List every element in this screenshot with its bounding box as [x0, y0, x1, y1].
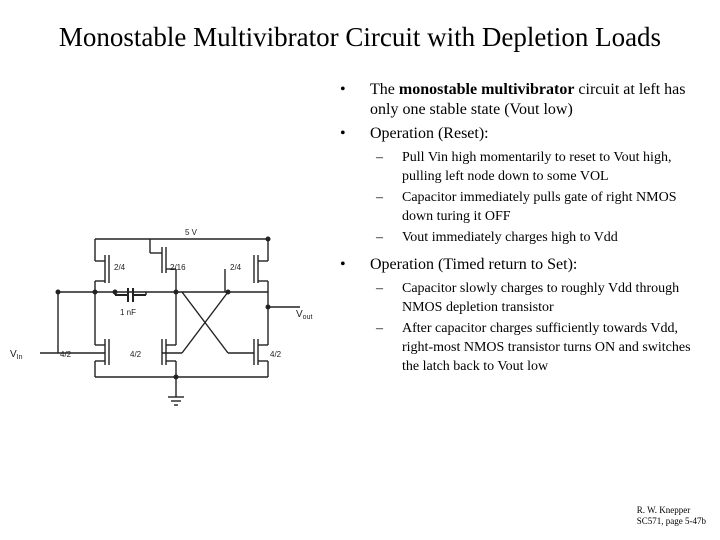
svg-text:Vout: [296, 309, 312, 321]
footer-page: SC571, page 5-47b: [636, 516, 706, 526]
sub-bullet: – Pull Vin high momentarily to reset to Vout high, pulling left node down to some VOL: [376, 150, 672, 184]
sub-bullet: – Capacitor slowly charges to roughly Vdd through NMOS depletion transistor: [376, 281, 680, 315]
supply-label: 5 V: [185, 228, 198, 237]
sub-bullet: – Capacitor immediately pulls gate of right NMOS down turing it OFF: [376, 190, 677, 224]
vin-label: V: [10, 349, 17, 360]
vout-subscript: out: [302, 314, 313, 321]
vin-subscript: In: [16, 354, 23, 361]
cap-label: 1 nF: [120, 308, 137, 317]
vout-label: V: [296, 309, 303, 320]
sub-bullet: – After capacitor charges sufficiently towards Vdd, right-most NMOS transistor turns ON and switches the latch back to Vout low: [376, 321, 691, 374]
sub-bullet: – Vout immediately charges high to Vdd: [376, 230, 618, 245]
svg-text:VIn: [10, 349, 23, 361]
load-right-ratio: 2/4: [230, 263, 242, 272]
load-mid-ratio: 2/16: [170, 263, 186, 272]
circuit-diagram: [0, 225, 330, 415]
in-left-ratio: 4/2: [60, 350, 72, 359]
footer-credit: [637, 505, 706, 527]
bullet-2: • Operation (Reset):: [340, 125, 489, 142]
load-left-ratio: 2/4: [114, 263, 126, 272]
bullet-3: • Operation (Timed return to Set):: [340, 256, 578, 273]
in-mid-ratio: 4/2: [130, 350, 142, 359]
bullet-dot: •: [340, 81, 346, 98]
in-right-ratio: 4/2: [270, 350, 282, 359]
footer-author: R. W. Knepper: [636, 505, 691, 515]
bullet-1: • The monostable multivibrator circuit at left has only one stable state (Vout low): [340, 81, 686, 118]
bullet-1-bold: monostable multivibrator: [398, 81, 575, 98]
bullet-list: [338, 80, 708, 378]
slide-title: Monostable Multivibrator Circuit with Depletion Loads: [58, 22, 662, 52]
